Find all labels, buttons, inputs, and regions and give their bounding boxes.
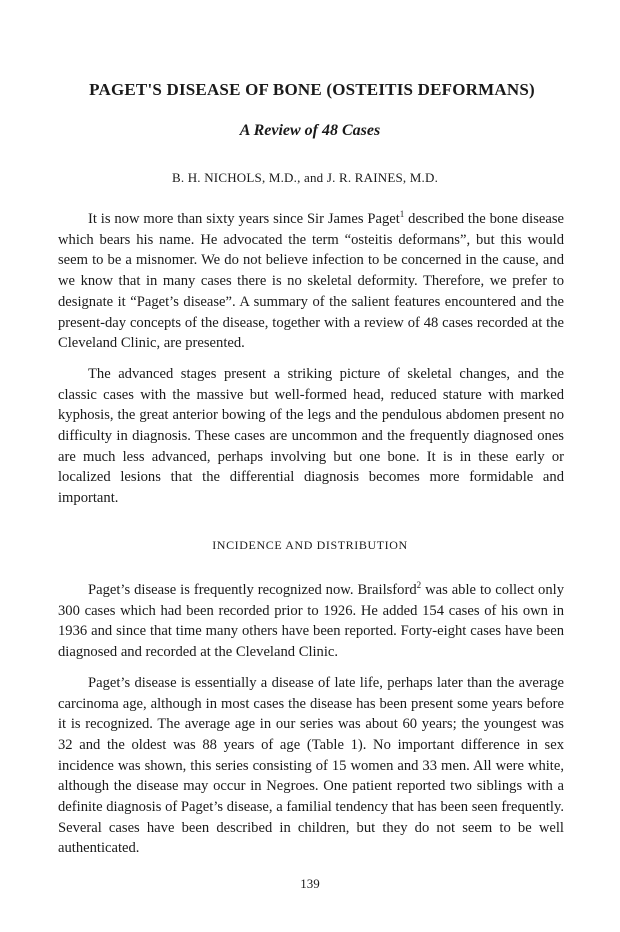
incidence-paragraph-1 [58, 580, 564, 663]
intro-paragraph-1 [58, 209, 564, 354]
incidence-section [58, 580, 564, 859]
intro-section [58, 209, 564, 509]
reference-marker-1: 1 [399, 209, 405, 220]
incidence-paragraph-2: Paget’s disease is essentially a disease of late life, perhaps later than the average carcinoma age, although in most cases the disease has been present some years before it is recognized. The average age in our series was about 60 years; the youngest was 32 and the oldest was 88 years of age (Table 1). No important difference in sex incidence was shown, this series consisting of 15 women and 33 men. All were white, although the disease may occur in Negroes. One patient reported two siblings with a definite diagnosis of Paget’s disease, a familial tendency that has been seen frequently. Several cases have been described in children, but they do not seem to be well authenticated. [58, 674, 564, 857]
intro-paragraph-1-text-b: described the bone disease which bears his name. He advocated the term “osteitis deformans”, but this would seem to be a misnomer. We do not believe infection to be concerned in the cause, and we know that in many cases there is no skeletal deformity. Therefore, we prefer to designate it “Paget’s disease”. A summary of the salient features encountered and the present-day concepts of the disease, together with a review of 48 cases recorded at the Cleveland Clinic, are presented. [58, 211, 564, 352]
article-title: PAGET'S DISEASE OF BONE (OSTEITIS DEFORMANS) [89, 80, 535, 99]
page-number: 139 [300, 876, 320, 891]
section-heading: INCIDENCE AND DISTRIBUTION [212, 538, 408, 552]
incidence-paragraph-1-text-a: Paget’s disease is frequently recognized now. Brailsford [88, 582, 417, 598]
reference-marker-2: 2 [416, 580, 422, 591]
article-authors: B. H. NICHOLS, M.D., and J. R. RAINES, M.D. [171, 170, 439, 185]
article-subtitle: A Review of 48 Cases [239, 122, 381, 139]
intro-paragraph-1-text-a: It is now more than sixty years since Sir James Paget [88, 211, 400, 227]
incidence-paragraph-1-text-b: was able to collect only 300 cases which had been recorded prior to 1926. He added 154 cases of his own in 1936 and since that time many others have been reported. Forty-eight cases have been diagnosed and recorded at the Cleveland Clinic. [58, 582, 565, 661]
intro-paragraph-2: The advanced stages present a striking picture of skeletal changes, and the classic cases with the massive but well-formed head, reduced stature with marked kyphosis, the great anterior bowing of the legs and the pendulous abdomen present no difficulty in diagnosis. These cases are uncommon and the frequently diagnosed ones are much less advanced, perhaps involving but one bone. It is in these early or localized lesions that the differential diagnosis becomes more formidable and important. [58, 365, 564, 507]
